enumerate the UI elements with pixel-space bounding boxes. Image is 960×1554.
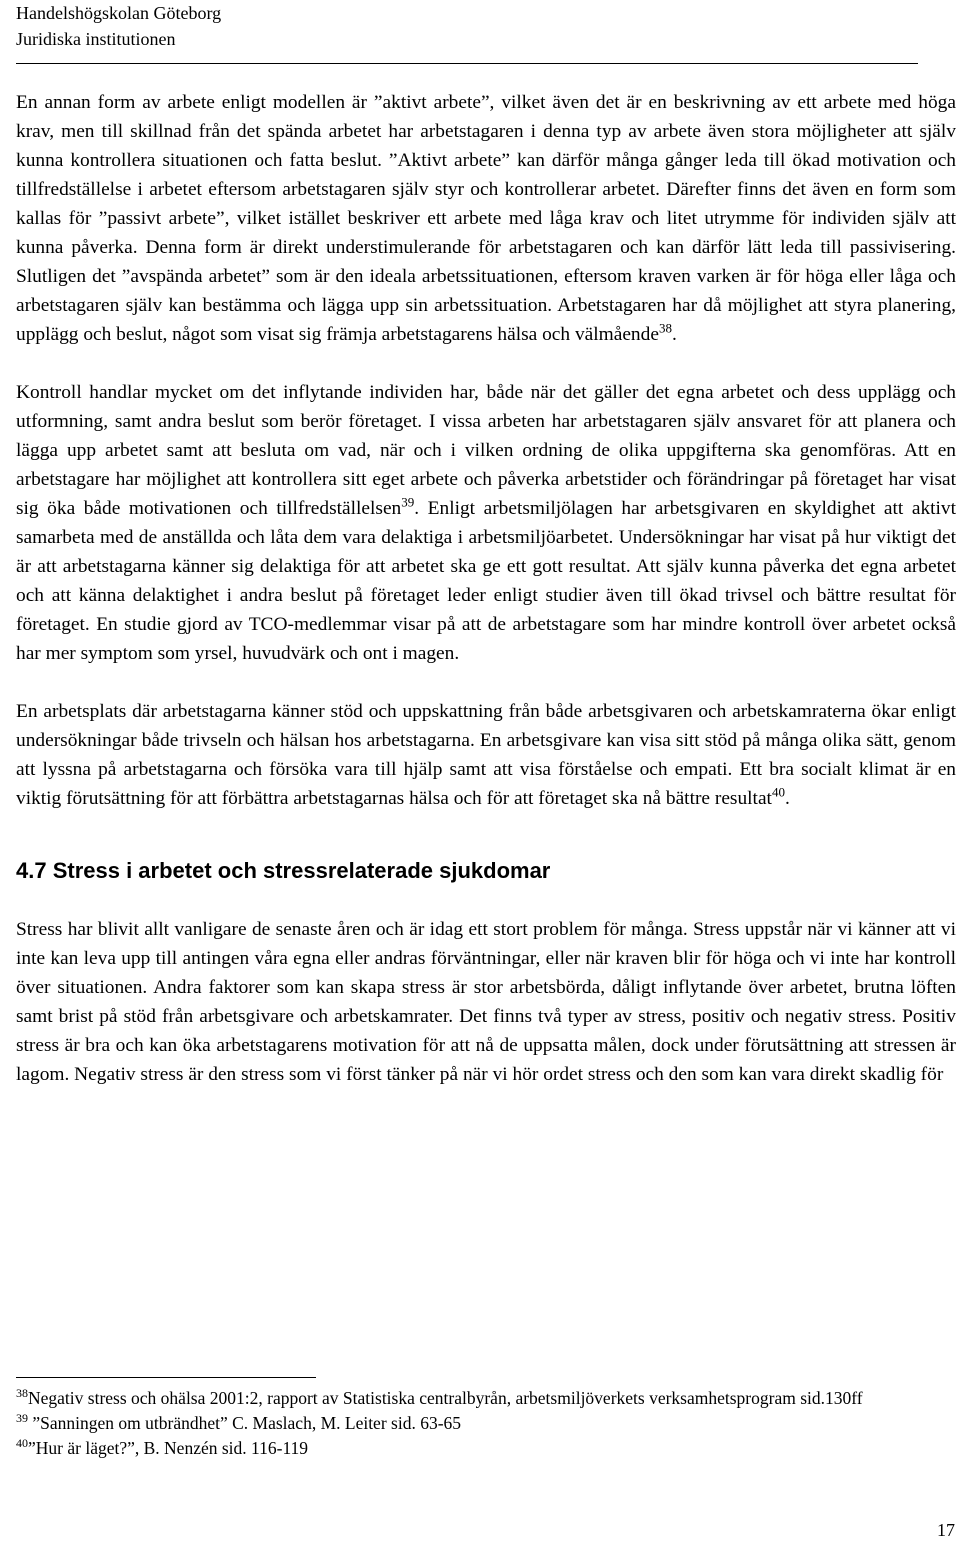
body-text — [16, 88, 956, 1089]
paragraph-text: En annan form av arbete enligt modellen är ”aktivt arbete”, vilket även det är en beskrivning av ett arbete med höga krav, men till skillnad från det spända arbetet har arbetstagaren i denna typ av arbete även stora möjligheter att själv kunna kontrollera situationen och fatta beslut. ”Aktivt arbete” kan därför många gånger leda till ökad motivation och tillfredställelse i arbetet eftersom arbetstagaren själv styr och kontrollerar arbetet. Därefter finns det även en form som kallas för ”passivt arbete”, vilket istället beskriver ett arbete med låga krav och litet utrymme för individen själv att kunna påverka. Denna form är direkt understimulerande för arbetstagaren och kan därför lätt leda till passivisering. Slutligen det ”avspända arbetet” som är den ideala arbetssituationen, eftersom kraven varken är för höga eller låga och arbetstagaren själv kan bestämma och lägga upp sin arbetssituation. Arbetstagaren har då möjlighet att styra planering, upplägg och beslut, något som visat sig främja arbetstagarens hälsa och välmående — [16, 92, 956, 345]
paragraph-text: Kontroll handlar mycket om det inflytande individen har, både när det gäller det egna arbetet och dess upplägg och utformning, samt andra beslut som berör företaget. I vissa arbeten har arbetstagaren själv ansvaret för att planera och lägga upp arbetet samt att besluta om vad, när och i vilken ordning de olika uppgifterna ska genomföras. Att en arbetstagare har möjlighet att kontrollera sitt eget arbete och påverka arbetstider och förändringar på företaget har visat sig öka både motivationen och tillfredställelsen — [16, 382, 956, 519]
footnote-ref-38: 38 — [658, 320, 672, 336]
footnote-ref-40: 40 — [771, 784, 785, 800]
footnote-text: ”Sanningen om utbrändhet” C. Maslach, M. Leiter sid. 63-65 — [28, 1413, 462, 1433]
footnote-rule — [16, 1377, 316, 1378]
paragraph-1 — [16, 88, 956, 349]
section-heading: 4.7 Stress i arbetet och stressrelaterade sjukdomar — [16, 858, 551, 883]
footnote-text: ”Hur är läget?”, B. Nenzén sid. 116-119 — [28, 1438, 309, 1458]
footnote-38 — [16, 1386, 956, 1411]
paragraph-text: . Enligt arbetsmiljölagen har arbetsgivaren en skyldighet att aktivt samarbeta med de anställda och låta dem vara delaktiga i arbetsmiljöarbetet. Undersökningar har visat på hur viktigt det är att arbetstagarna känner sig delaktiga för att arbetet ska ge ett gott resultat. Att själv kunna påverka det egna arbetet och att känna delaktighet i andra beslut på företaget leder enligt studier även till ökad trivsel och bättre resultat för företaget. En studie gjord av TCO-medlemmar visar på att de arbetstagare som har mindre kontroll över arbetet också har mer symptom som yrsel, huvudvärk och ont i magen. — [16, 498, 956, 664]
paragraph-text: Stress har blivit allt vanligare de senaste åren och är idag ett stort problem för många. Stress uppstår när vi känner att vi inte kan leva upp till antingen våra egna eller andras förväntningar, eller när kraven blir för höga och vi inte har kontroll över situationen. Andra faktorer som kan skapa stress är stor arbetsbörda, dåligt inflytande över arbetet, brutna löften samt brist på stöd från arbetsgivare och arbetskamrater. Det finns två typer av stress, positiv och negativ stress. Positiv stress är bra och kan öka arbetstagarens motivation för att nå de uppsatta målen, dock under förutsättning att stressen är lagom. Negativ stress är den stress som vi först tänker på när vi hör ordet stress och den som kan vara direkt skadlig för — [16, 919, 956, 1085]
paragraph-text: . — [671, 324, 677, 345]
footnote-number: 40 — [16, 1436, 28, 1451]
header-department: Juridiska institutionen — [16, 29, 176, 49]
page-number: 17 — [937, 1520, 955, 1540]
paragraph-2 — [16, 378, 956, 668]
paragraph-text: . — [784, 788, 790, 809]
footnote-39 — [16, 1411, 956, 1436]
footnote-text: Negativ stress och ohälsa 2001:2, rapport av Statistiska centralbyrån, arbetsmiljöverkets verksamhetsprogram sid.130ff — [28, 1388, 863, 1408]
header-school: Handelshögskolan Göteborg — [16, 3, 222, 23]
header-rule — [16, 63, 918, 64]
footnote-ref-39: 39 — [401, 494, 415, 510]
paragraph-3 — [16, 697, 956, 813]
page-header — [16, 0, 221, 52]
paragraph-text: En arbetsplats där arbetstagarna känner stöd och uppskattning från både arbetsgivaren och arbetskamraterna ökar enligt undersökningar både trivseln och hälsan hos arbetstagarna. En arbetsgivare kan visa sitt stöd på många olika sätt, genom att lyssna på arbetstagarna och försöka vara till hjälp samt att visa förståelse och empati. Ett bra socialt klimat är en viktig förutsättning för att förbättra arbetstagarnas hälsa och för att företaget ska nå bättre resultat — [16, 701, 956, 809]
footnote-number: 39 — [16, 1411, 28, 1426]
footnote-40 — [16, 1436, 956, 1461]
paragraph-4 — [16, 915, 956, 1089]
footnote-number: 38 — [16, 1386, 28, 1401]
footnotes — [16, 1386, 956, 1461]
